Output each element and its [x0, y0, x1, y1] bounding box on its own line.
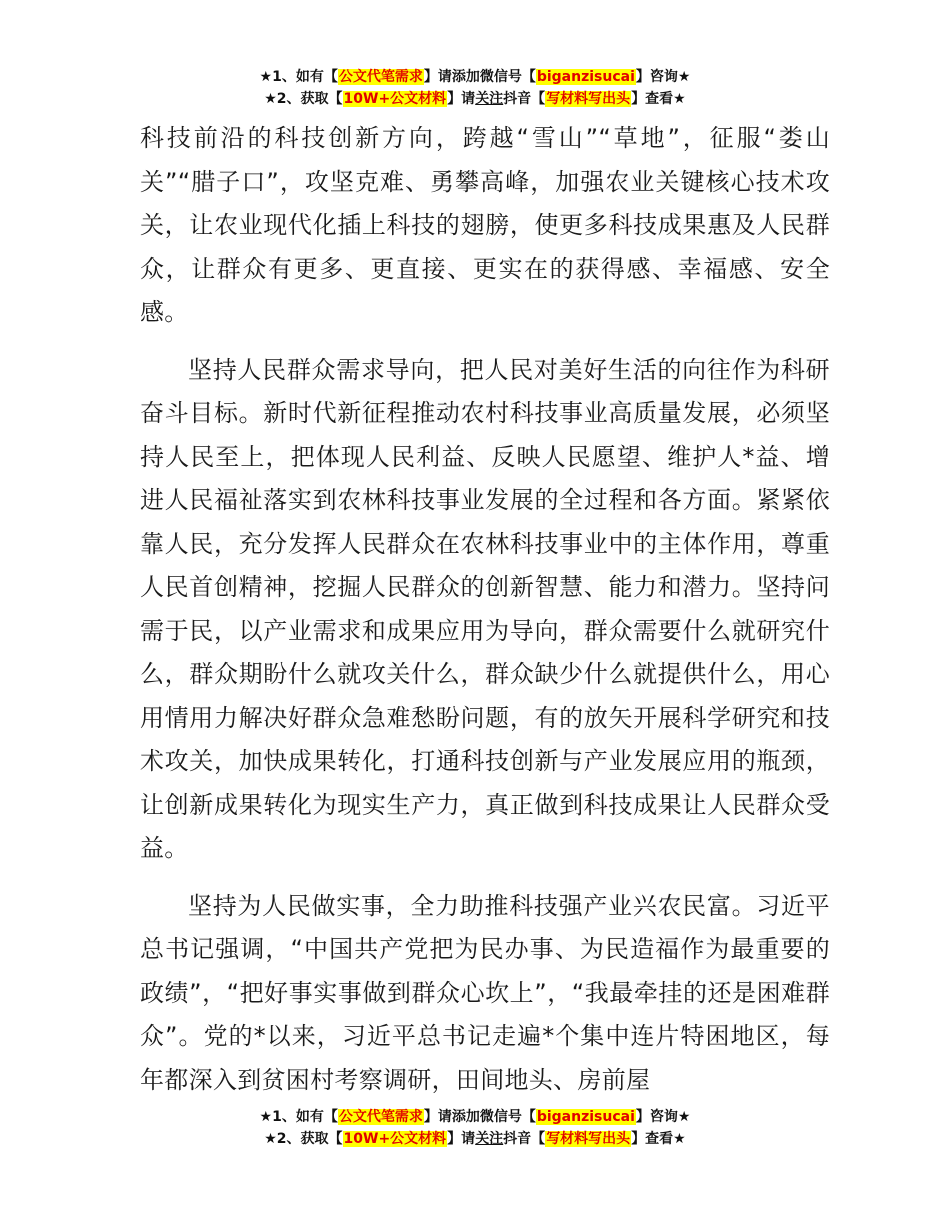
banner-line-2 [0, 1128, 950, 1150]
highlight-service: 公文代笔需求 [338, 1109, 423, 1125]
paragraph-continued: 科技前沿的科技创新方向，跨越“雪山”“草地”，征服“娄山关”“腊子口”，攻坚克难、勇攀高峰，加强农业关键核心技术攻关，让农业现代化插上科技的翅膀，使更多科技成果惠及人民群众，让群众有更多、更直接、更实在的获得感、幸福感、安全感。 [140, 124, 830, 326]
banner-text: 】查看★ [631, 1131, 686, 1147]
banner-text: ★1、如有【 [259, 1109, 338, 1125]
banner-text: 】请 [447, 91, 476, 107]
banner-text: 】请 [447, 1131, 476, 1147]
banner-text: ★2、获取【 [264, 91, 343, 107]
banner-text: 】咨询★ [635, 1109, 691, 1125]
banner-text: 】请添加微信号【 [423, 69, 536, 85]
banner-text: 抖音【 [503, 1131, 546, 1147]
banner-text: 】请添加微信号【 [423, 1109, 536, 1125]
banner-text: ★1、如有【 [259, 69, 338, 85]
banner-text: 抖音【 [503, 91, 546, 107]
banner-text: 】查看★ [631, 91, 686, 107]
highlight-materials: 10W+公文材料 [343, 1131, 447, 1147]
document-body [140, 117, 830, 1102]
banner-text: ★2、获取【 [264, 1131, 343, 1147]
banner-line-1 [0, 1106, 950, 1128]
highlight-wechat-id: biganzisucai [536, 69, 635, 85]
underlined-follow: 关注 [475, 1131, 504, 1147]
banner-line-2 [0, 88, 950, 110]
highlight-douyin-account: 写材料写出头 [546, 91, 631, 107]
highlight-materials: 10W+公文材料 [343, 91, 447, 107]
highlight-wechat-id: biganzisucai [536, 1109, 635, 1125]
paragraph-needs-oriented: 坚持人民群众需求导向，把人民对美好生活的向往作为科研奋斗目标。新时代新征程推动农村科技事业高质量发展，必须坚持人民至上，把体现人民利益、反映人民愿望、维护人*益、增进人民福祉落实到农林科技事业发展的全过程和各方面。紧紧依靠人民，充分发挥人民群众在农林科技事业中的主体作用，尊重人民首创精神，挖掘人民群众的创新智慧、能力和潜力。坚持问需于民，以产业需求和成果应用为导向，群众需要什么就研究什么，群众期盼什么就攻关什么，群众缺少什么就提供什么，用心用情用力解决好群众急难愁盼问题，有的放矢开展科学研究和技术攻关，加快成果转化，打通科技创新与产业发展应用的瓶颈，让创新成果转化为现实生产力，真正做到科技成果让人民群众受益。 [140, 355, 830, 862]
highlight-douyin-account: 写材料写出头 [546, 1131, 631, 1147]
footer-banner [0, 1106, 950, 1150]
banner-text: 】咨询★ [635, 69, 691, 85]
banner-line-1 [0, 66, 950, 88]
underlined-follow: 关注 [475, 91, 504, 107]
header-banner [0, 66, 950, 110]
highlight-service: 公文代笔需求 [338, 69, 423, 85]
paragraph-practical-work: 坚持为人民做实事，全力助推科技强产业兴农民富。习近平总书记强调，“中国共产党把为民办事、为民造福作为最重要的政绩”，“把好事实事做到群众心坎上”，“我最牵挂的还是困难群众”。党的*以来，习近平总书记走遍*个集中连片特困地区，每年都深入到贫困村考察调研，田间地头、房前屋 [140, 891, 830, 1094]
